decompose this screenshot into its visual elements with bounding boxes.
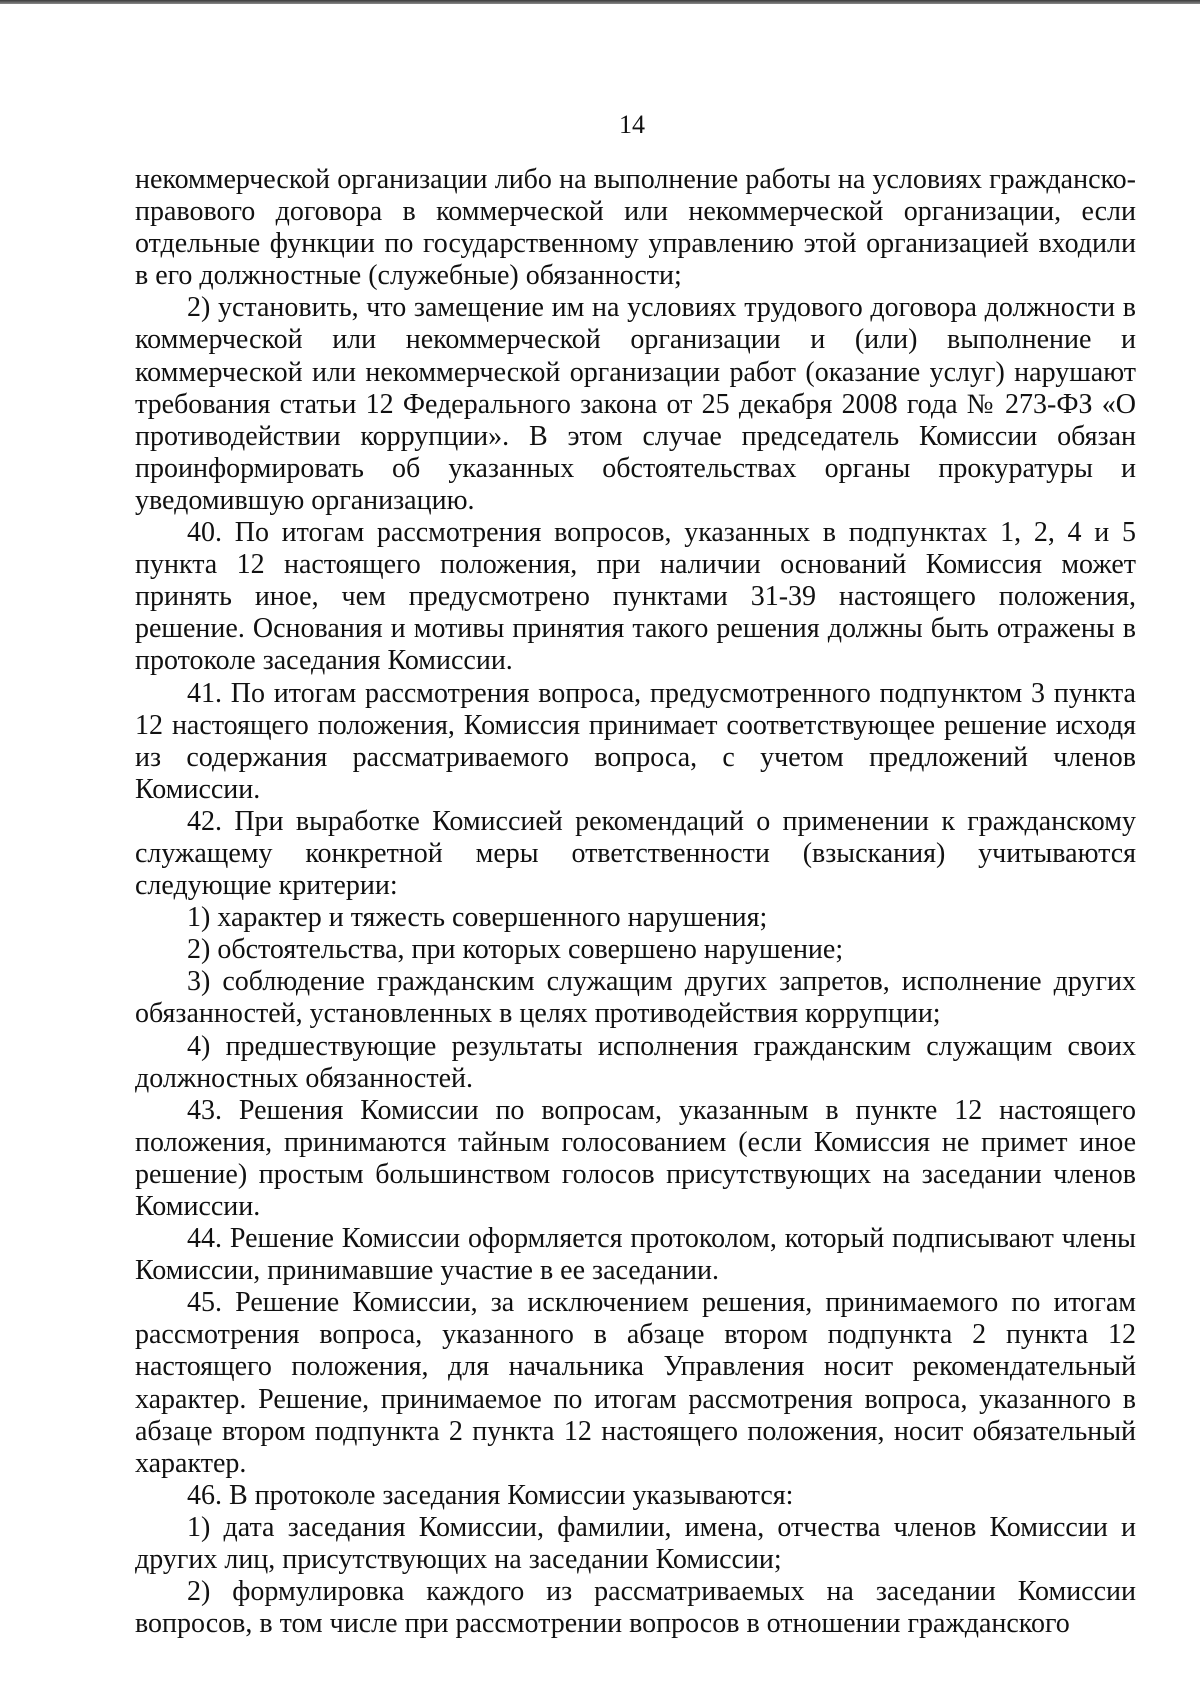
paragraph: 42. При выработке Комиссией рекомендаций о применении к гражданскому служащему конкретной меры ответственности (взыскания) учитываются следующие критерии: [135,805,1136,902]
document-body [135,164,1136,1640]
page-number: 14 [619,110,645,139]
paragraph: 45. Решение Комиссии, за исключением решения, принимаемого по итогам рассмотрения вопроса, указанного в абзаце втором подпункта 2 пункта 12 настоящего положения, для начальника Управления носит рекомендательный характер. Решение, принимаемое по итогам рассмотрения вопроса, указанного в абзаце втором подпункта 2 пункта 12 настоящего положения, носит обязательный характер. [135,1287,1136,1479]
list-item: 2) формулировка каждого из рассматриваемых на заседании Комиссии вопросов, в том числе при рассмотрении вопросов в отношении гражданского [135,1576,1136,1640]
paragraph: 43. Решения Комиссии по вопросам, указанным в пункте 12 настоящего положения, принимаются тайным голосованием (если Комиссия не примет иное решение) простым большинством голосов присутствующих на заседании членов Комиссии. [135,1094,1136,1222]
paragraph: некоммерческой организации либо на выполнение работы на условиях гражданско-правового договора в коммерческой или некоммерческой организации, если отдельные функции по государственному управлению этой организацией входили в его должностные (служебные) обязанности; [135,164,1136,292]
list-item: 3) соблюдение гражданским служащим других запретов, исполнение других обязанностей, установленных в целях противодействия коррупции; [135,966,1136,1030]
list-item: 1) характер и тяжесть совершенного нарушения; [187,902,768,934]
list-item: 1) дата заседания Комиссии, фамилии, имена, отчества членов Комиссии и других лиц, присутствующих на заседании Комиссии; [135,1511,1136,1576]
paragraph: 46. В протоколе заседания Комиссии указываются: [187,1479,794,1511]
paragraph: 2) установить, что замещение им на условиях трудового договора должности в коммерческой или некоммерческой организации и (или) выполнение и коммерческой или некоммерческой организации работ (оказание услуг) нарушают требования статьи 12 Федерального закона от 25 декабря 2008 года № 273-ФЗ «О противодействии коррупции». В этом случае председатель Комиссии обязан проинформировать об указанных обстоятельствах органы прокуратуры и уведомившую организацию. [135,292,1136,516]
paragraph: 40. По итогам рассмотрения вопросов, указанных в подпунктах 1, 2, 4 и 5 пункта 12 настоящего положения, при наличии оснований Комиссия может принять иное, чем предусмотрено пунктами 31-39 настоящего положения, решение. Основания и мотивы принятия такого решения должны быть отражены в протоколе заседания Комиссии. [135,517,1136,677]
list-item: 2) обстоятельства, при которых совершено нарушение; [187,934,844,966]
paragraph: 41. По итогам рассмотрения вопроса, предусмотренного подпунктом 3 пункта 12 настоящего положения, Комиссия принимает соответствующее решение исходя из содержания рассматриваемого вопроса, с учетом предложений членов Комиссии. [135,677,1136,805]
paragraph: 44. Решение Комиссии оформляется протоколом, который подписывают члены Комиссии, принимавшие участие в ее заседании. [135,1223,1136,1287]
scan-top-edge [0,0,1200,4]
list-item: 4) предшествующие результаты исполнения гражданским служащим своих должностных обязанностей. [135,1030,1136,1094]
